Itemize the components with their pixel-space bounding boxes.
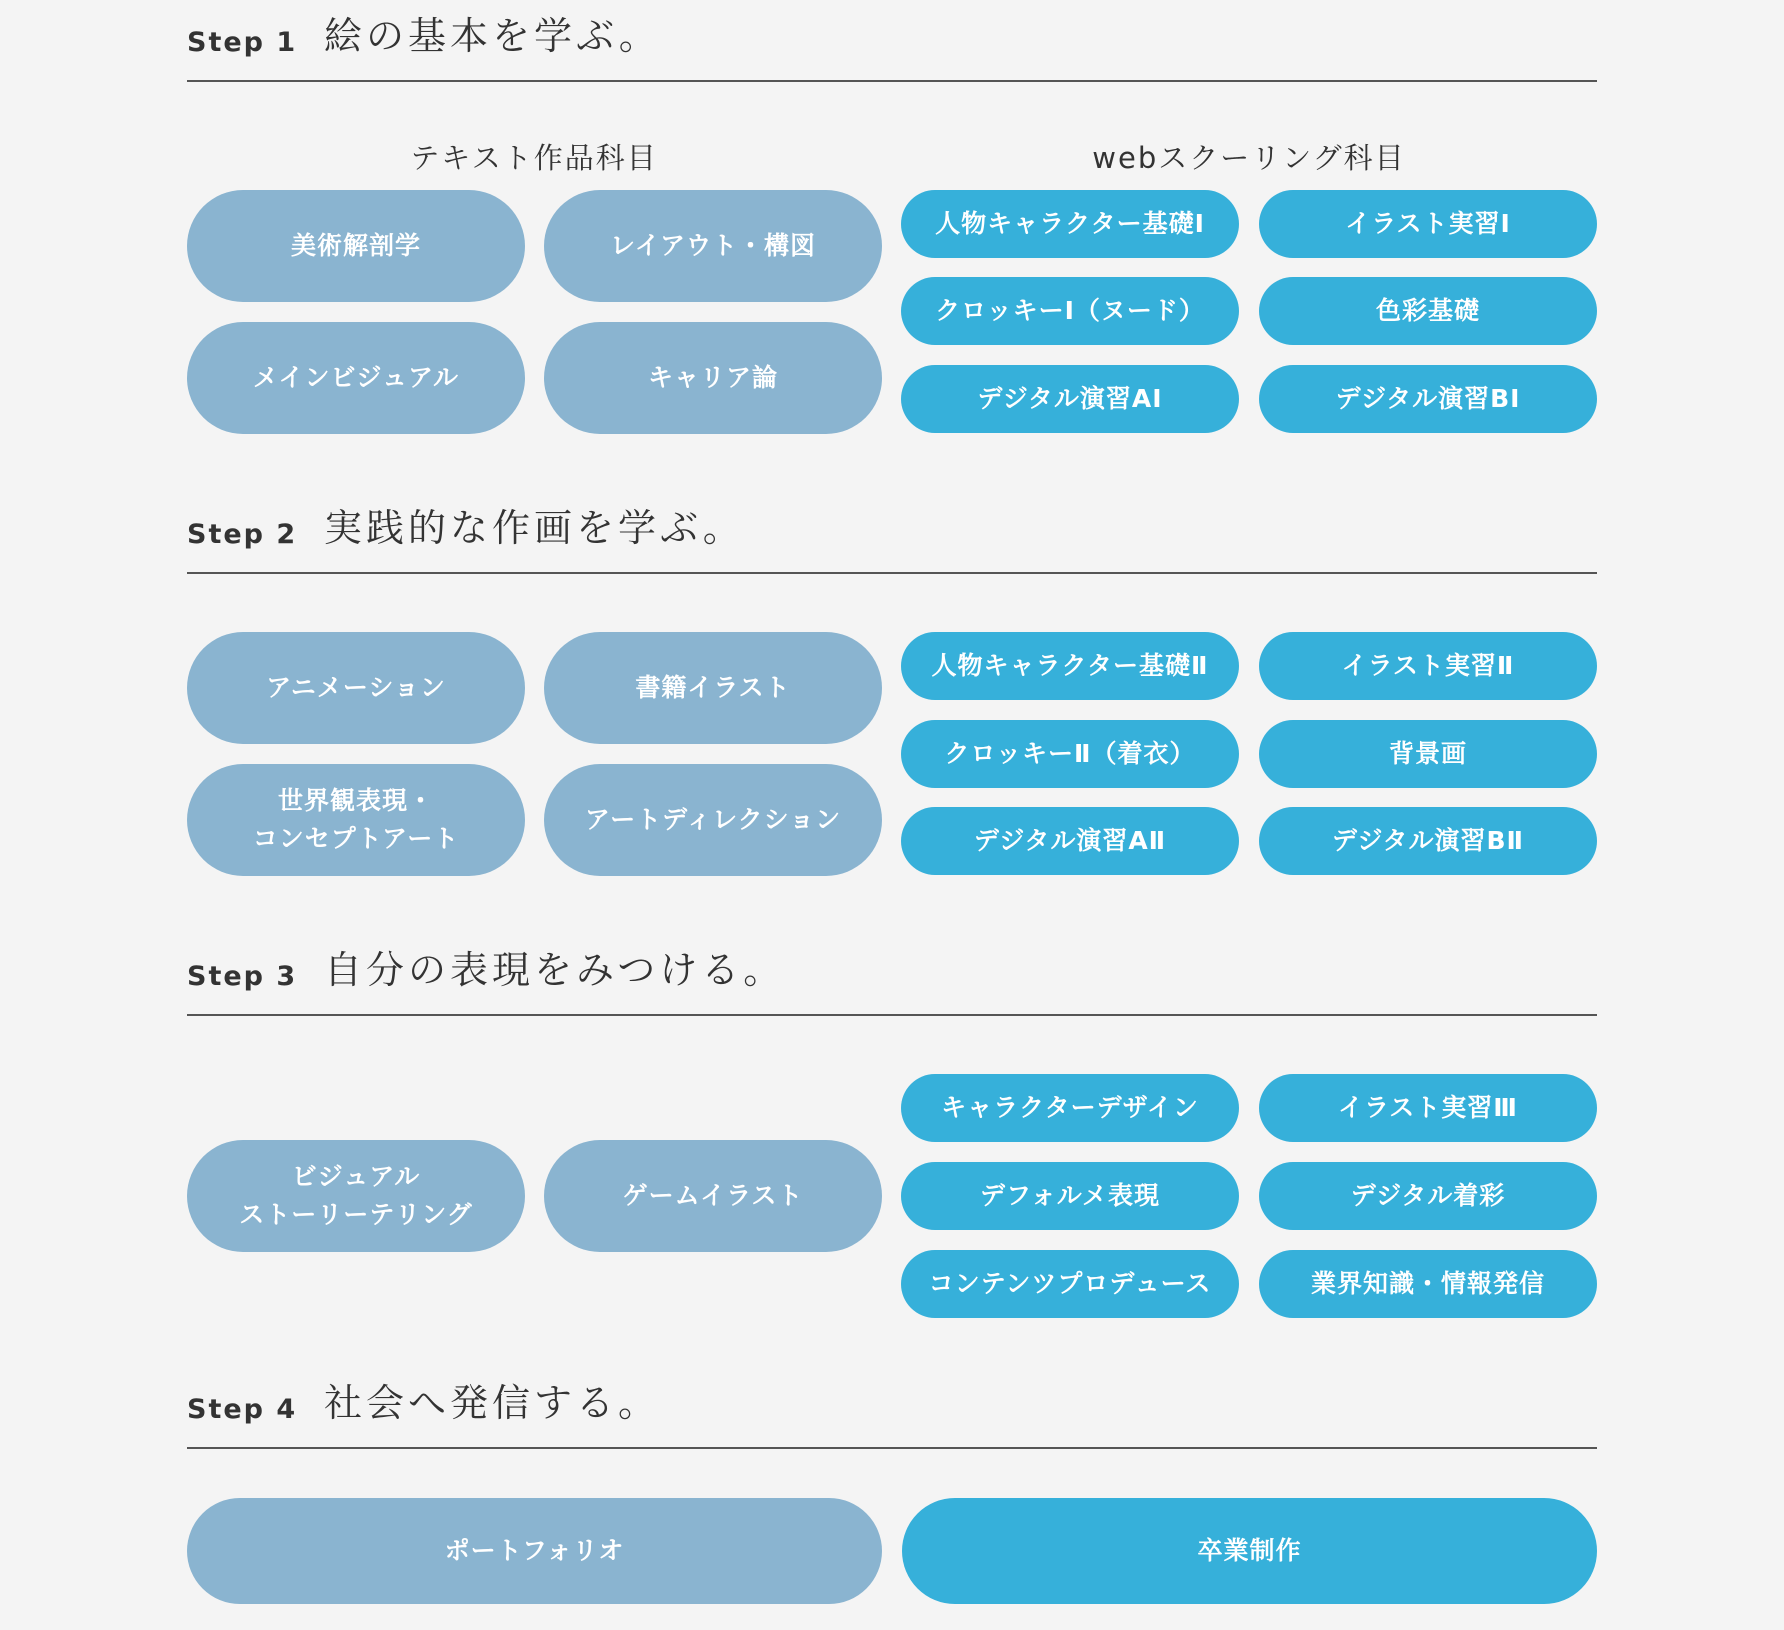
step-1-heading	[187, 14, 1597, 68]
course-web-14[interactable]: イラスト実習Ⅲ	[1259, 1074, 1597, 1142]
course-web-17[interactable]: コンテンツプロデュース	[901, 1250, 1239, 1318]
course-web-8[interactable]: イラスト実習Ⅱ	[1259, 632, 1597, 700]
step-title: 絵の基本を学ぶ。	[324, 14, 661, 58]
step-divider	[187, 1447, 1597, 1449]
course-web-5[interactable]: デジタル演習AⅠ	[901, 365, 1239, 433]
course-graduation-work[interactable]: 卒業制作	[902, 1498, 1597, 1604]
step-title: 実践的な作画を学ぶ。	[324, 506, 745, 550]
web-courses-header: webスクーリング科目	[1092, 141, 1406, 175]
course-web-18[interactable]: 業界知識・情報発信	[1259, 1250, 1597, 1318]
course-web-9[interactable]: クロッキーⅡ（着衣）	[901, 720, 1239, 788]
course-text-1[interactable]: 美術解剖学	[187, 190, 525, 302]
step-title: 社会へ発信する。	[324, 1381, 661, 1425]
course-web-2[interactable]: イラスト実習Ⅰ	[1259, 190, 1597, 258]
course-text-6[interactable]: 書籍イラスト	[544, 632, 882, 744]
course-web-3[interactable]: クロッキーⅠ（ヌード）	[901, 277, 1239, 345]
step-divider	[187, 572, 1597, 574]
step-divider	[187, 80, 1597, 82]
course-web-11[interactable]: デジタル演習AⅡ	[901, 807, 1239, 875]
course-web-12[interactable]: デジタル演習BⅡ	[1259, 807, 1597, 875]
course-text-8[interactable]: アートディレクション	[544, 764, 882, 876]
course-web-1[interactable]: 人物キャラクター基礎Ⅰ	[901, 190, 1239, 258]
course-text-10[interactable]: ゲームイラスト	[544, 1140, 882, 1252]
course-text-3[interactable]: メインビジュアル	[187, 322, 525, 434]
course-text-9[interactable]: ビジュアル ストーリーテリング	[187, 1140, 525, 1252]
course-web-7[interactable]: 人物キャラクター基礎Ⅱ	[901, 632, 1239, 700]
course-web-4[interactable]: 色彩基礎	[1259, 277, 1597, 345]
text-courses-header: テキスト作品科目	[410, 141, 658, 175]
step-label: Step 4	[187, 1394, 298, 1425]
step-label: Step 3	[187, 961, 298, 992]
course-text-7[interactable]: 世界観表現・ コンセプトアート	[187, 764, 525, 876]
course-web-10[interactable]: 背景画	[1259, 720, 1597, 788]
course-web-6[interactable]: デジタル演習BⅠ	[1259, 365, 1597, 433]
step-4-heading	[187, 1381, 1597, 1435]
course-web-16[interactable]: デジタル着彩	[1259, 1162, 1597, 1230]
step-label: Step 2	[187, 519, 298, 550]
course-web-13[interactable]: キャラクターデザイン	[901, 1074, 1239, 1142]
step-title: 自分の表現をみつける。	[324, 948, 786, 992]
step-label: Step 1	[187, 27, 298, 58]
course-text-5[interactable]: アニメーション	[187, 632, 525, 744]
step-2-heading	[187, 506, 1597, 560]
course-web-15[interactable]: デフォルメ表現	[901, 1162, 1239, 1230]
step-3-heading	[187, 948, 1597, 1002]
course-text-2[interactable]: レイアウト・構図	[544, 190, 882, 302]
course-portfolio[interactable]: ポートフォリオ	[187, 1498, 882, 1604]
step-divider	[187, 1014, 1597, 1016]
course-text-4[interactable]: キャリア論	[544, 322, 882, 434]
